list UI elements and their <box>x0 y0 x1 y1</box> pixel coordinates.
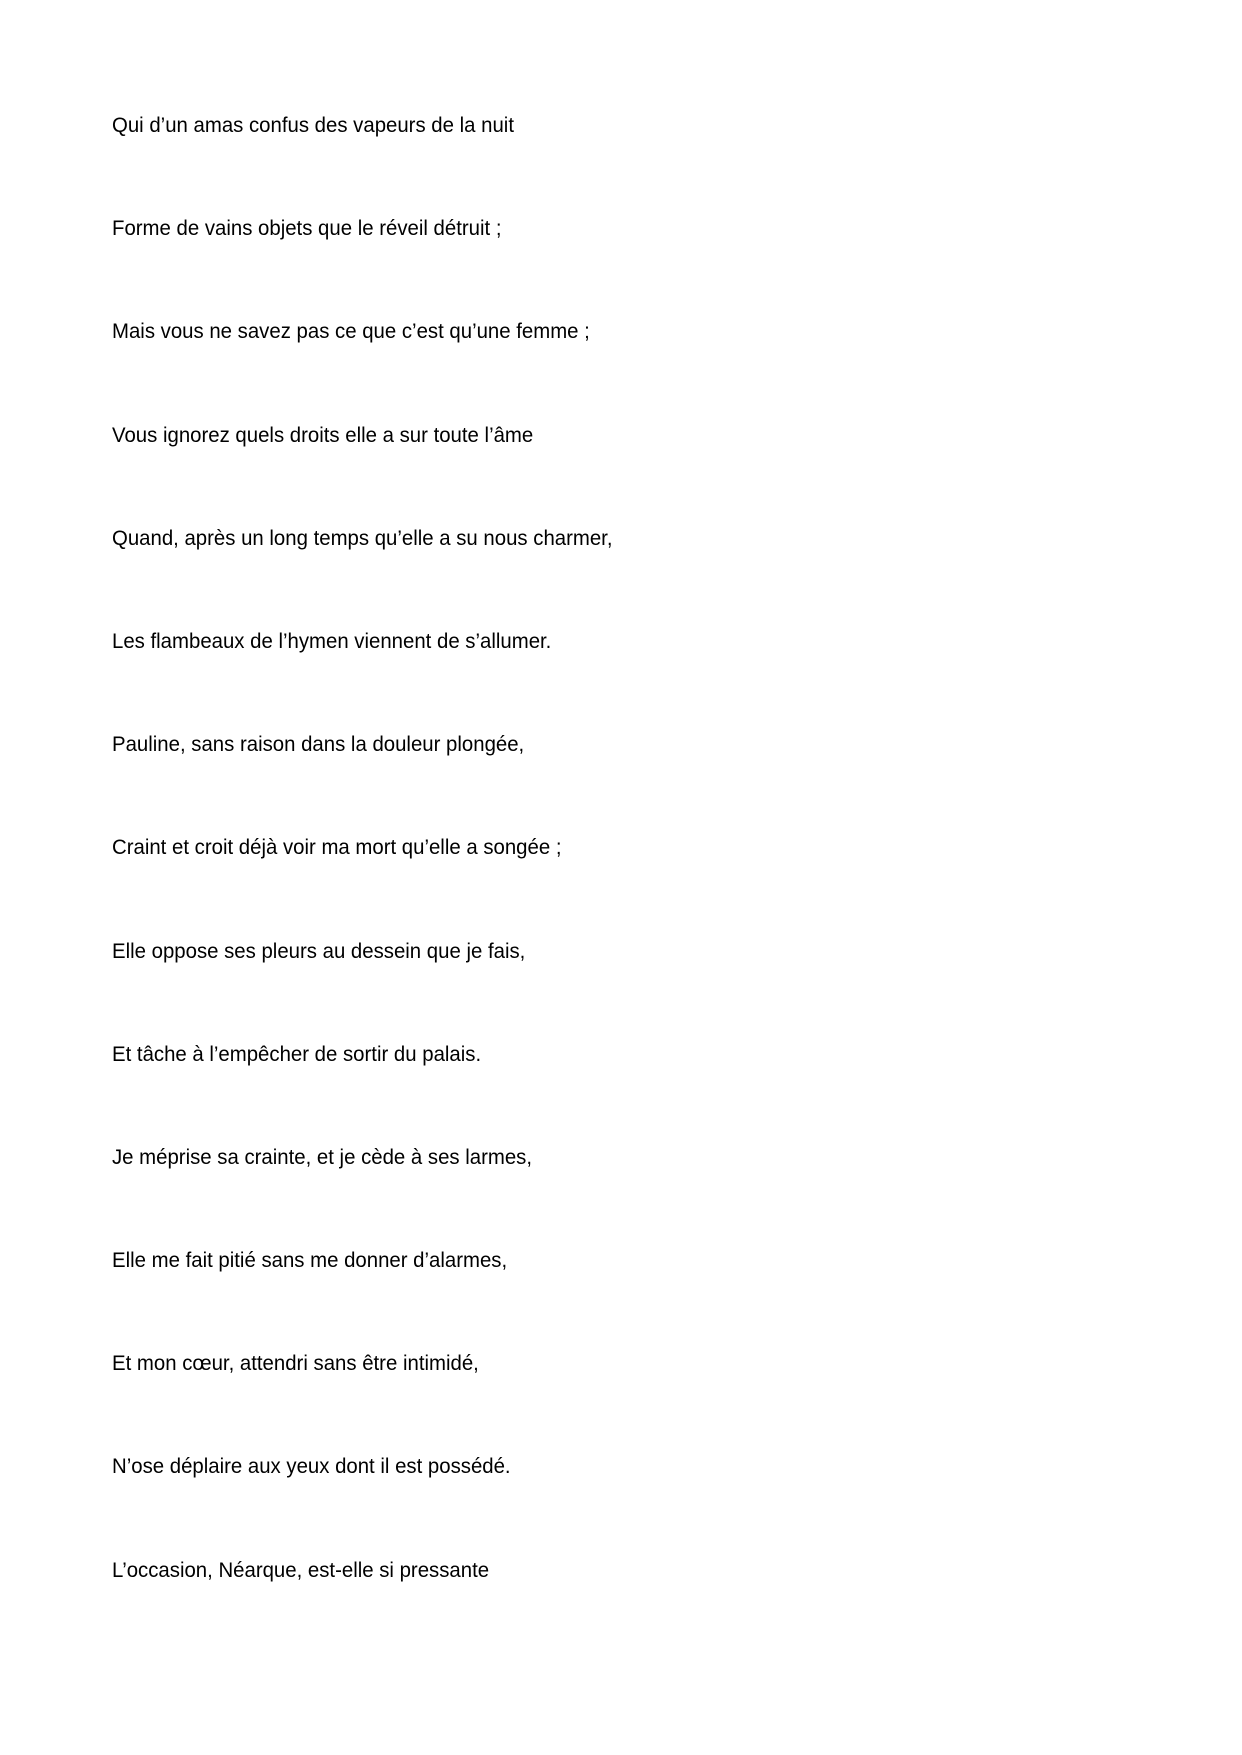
verse-line: Et tâche à l’empêcher de sortir du palais. <box>112 1042 482 1066</box>
verse-line: Elle me fait pitié sans me donner d’alarmes, <box>112 1249 508 1273</box>
verse-line: Forme de vains objets que le réveil détruit ; <box>112 217 502 241</box>
verse-line: Vous ignorez quels droits elle a sur toute l’âme <box>112 423 534 447</box>
verse-line: Craint et croit déjà voir ma mort qu’elle a songée ; <box>112 836 562 860</box>
verse-line: Qui d’un amas confus des vapeurs de la nuit <box>112 114 514 137</box>
verse-line: Pauline, sans raison dans la douleur plongée, <box>112 733 525 757</box>
verse-line: Mais vous ne savez pas ce que c’est qu’une femme ; <box>112 320 590 344</box>
verse-line: Je méprise sa crainte, et je cède à ses larmes, <box>112 1145 533 1169</box>
verse-list <box>112 112 1112 1660</box>
verse-line: N’ose déplaire aux yeux dont il est possédé. <box>112 1455 511 1479</box>
verse-line: Quand, après un long temps qu’elle a su nous charmer, <box>112 526 613 550</box>
verse-line: Et mon cœur, attendri sans être intimidé, <box>112 1352 479 1376</box>
verse-line: Elle oppose ses pleurs au dessein que je fais, <box>112 939 526 963</box>
verse-line: Les flambeaux de l’hymen viennent de s’allumer. <box>112 629 552 653</box>
verse-line: L’occasion, Néarque, est-elle si pressante <box>112 1558 490 1582</box>
